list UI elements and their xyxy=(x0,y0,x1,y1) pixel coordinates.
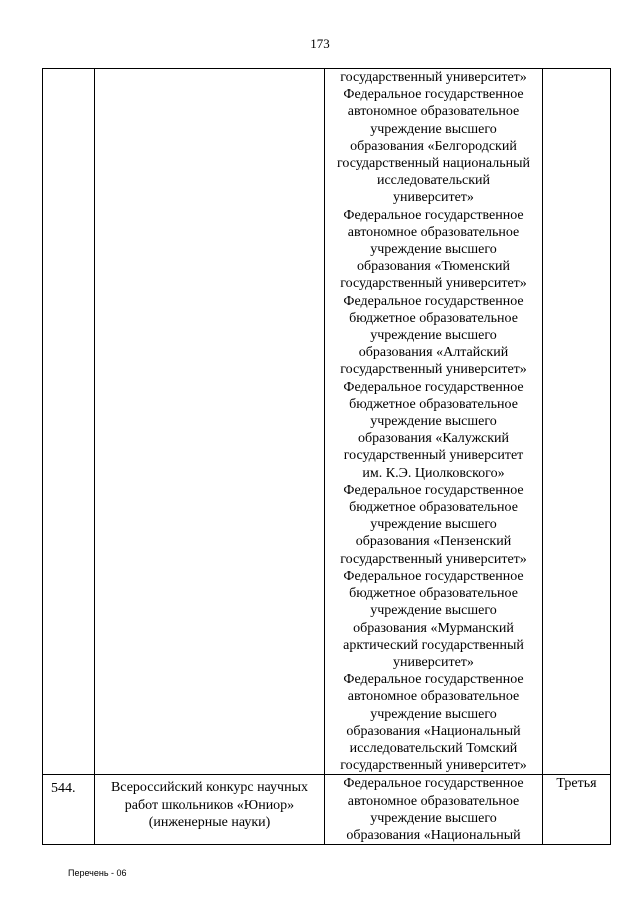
text-line: им. К.Э. Циолковского» xyxy=(362,465,505,481)
text-line: учреждение высшего xyxy=(370,603,497,619)
table-row xyxy=(43,775,611,845)
text-line: автономное образовательное xyxy=(347,689,520,705)
text-line: учреждение высшего xyxy=(370,328,497,344)
olympiad-level: Третья xyxy=(543,775,611,845)
text-line: арктический государственный xyxy=(343,637,524,653)
table-row xyxy=(43,69,611,775)
text-line: учреждение высшего xyxy=(370,517,497,533)
page-number: 173 xyxy=(310,36,330,51)
text-line: учреждение высшего xyxy=(370,414,497,430)
text-line: образования «Национальный xyxy=(346,827,521,843)
text-line: учреждение высшего xyxy=(370,706,497,722)
text-line: университет» xyxy=(393,190,474,206)
text-line: государственный национальный xyxy=(337,156,530,172)
text-line: учреждение высшего xyxy=(370,121,497,137)
text-line: автономное образовательное xyxy=(347,224,520,240)
text-line: образования «Калужский xyxy=(357,431,510,447)
text-line: Федеральное государственное xyxy=(343,379,524,395)
text-line: образования «Мурманский xyxy=(353,620,514,636)
level-cell xyxy=(543,69,611,775)
text-line: учреждение высшего xyxy=(370,242,497,258)
text-line: (инженерные науки) xyxy=(148,814,271,830)
text-line: Федеральное государственное xyxy=(343,672,524,688)
text-line: работ школьников «Юниор» xyxy=(124,797,295,813)
text-line: образования «Белгородский xyxy=(350,138,517,154)
organizations-cell xyxy=(325,69,543,775)
name-cell xyxy=(95,69,325,775)
text-line: бюджетное образовательное xyxy=(349,500,518,516)
number-cell xyxy=(43,69,95,775)
text-line: автономное образовательное xyxy=(347,104,520,120)
text-line: образования «Пензенский xyxy=(355,534,512,550)
text-line: Всероссийский конкурс научных xyxy=(110,780,309,796)
text-line: образования «Тюменский xyxy=(356,259,511,275)
text-line: государственный университет» xyxy=(340,362,527,378)
text-line: образования «Алтайский xyxy=(358,345,509,361)
text-line: Федеральное государственное xyxy=(343,293,524,309)
text-line: бюджетное образовательное xyxy=(349,586,518,602)
text-line: исследовательский Томский xyxy=(349,740,518,756)
olympiad-list-table xyxy=(42,68,611,845)
text-line: университет» xyxy=(393,654,474,670)
olympiad-name-cell xyxy=(95,775,325,845)
text-line: автономное образовательное xyxy=(347,793,520,809)
footer-label: Перечень - 06 xyxy=(68,868,127,878)
organizations-cell xyxy=(325,775,543,845)
text-line: Федеральное государственное xyxy=(343,482,524,498)
text-line: государственный университет» xyxy=(340,70,527,85)
text-line: бюджетное образовательное xyxy=(349,310,518,326)
text-line: Федеральное государственное xyxy=(343,207,524,223)
text-line: государственный университет» xyxy=(340,758,527,774)
text-line: Федеральное государственное xyxy=(343,776,524,792)
text-line: государственный университет» xyxy=(340,276,527,292)
text-line: исследовательский xyxy=(376,173,491,189)
row-number: 544. xyxy=(43,775,95,845)
text-line: бюджетное образовательное xyxy=(349,396,518,412)
text-line: государственный университет» xyxy=(340,551,527,567)
text-line: государственный университет xyxy=(343,448,524,464)
text-line: Федеральное государственное xyxy=(343,87,524,103)
text-line: учреждение высшего xyxy=(370,810,497,826)
text-line: Федеральное государственное xyxy=(343,568,524,584)
text-line: образования «Национальный xyxy=(346,723,521,739)
